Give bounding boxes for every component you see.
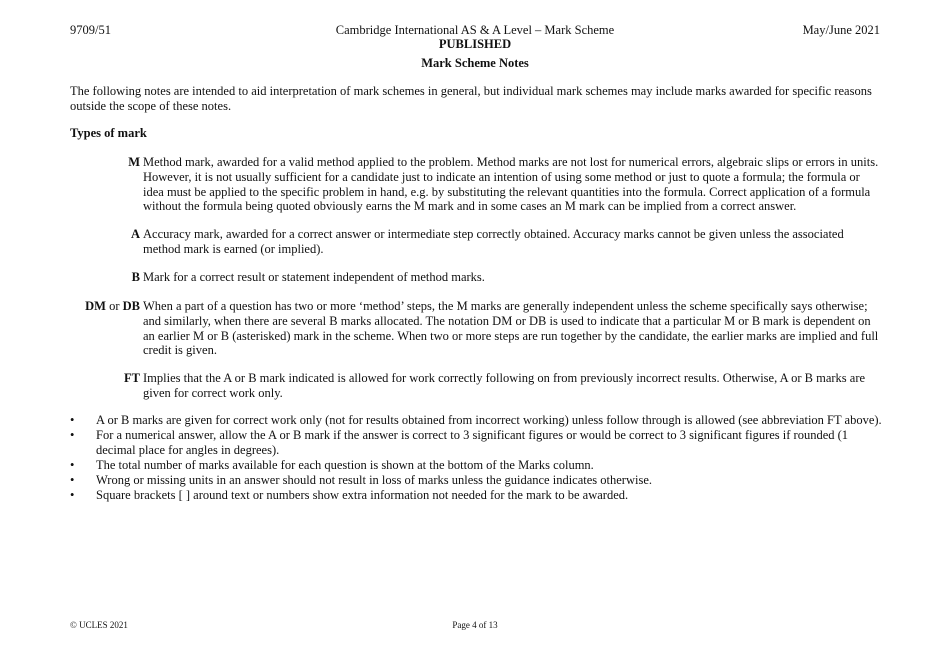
mark-description: Accuracy mark, awarded for a correct answer or intermediate step correctly obtained. Accuracy marks cannot be given unless the associated method mark is earned (or implied). xyxy=(143,227,844,256)
copyright-notice: © UCLES 2021 xyxy=(70,620,128,630)
mark-description: Method mark, awarded for a valid method applied to the problem. Method marks are not lost for numerical errors, algebraic slips or errors in units. However, it is not usually sufficient for a candidate just to indicate an intention of using some method or just to quote a formula; the formula or idea must be applied to the specific problem in hand, e.g. by substituting the relevant quantities into the formula. Correct application of a formula without the formula being quoted obviously earns the M mark and in some cases an M mark can be implied from a correct answer. xyxy=(143,155,879,214)
bullet-icon: • xyxy=(70,458,75,472)
list-item: • The total number of marks available for each question is shown at the bottom of the Marks column. xyxy=(70,458,594,472)
bullet-icon: • xyxy=(70,473,75,487)
mark-code-dm: DM xyxy=(85,299,106,313)
mark-code xyxy=(70,299,140,314)
mark-code: A xyxy=(130,227,140,241)
mark-description: Implies that the A or B mark indicated is allowed for work correctly following on from previously incorrect results. Otherwise, A or B marks are given for correct work only. xyxy=(143,371,866,400)
list-item: • Wrong or missing units in an answer should not result in loss of marks unless the guidance indicates otherwise. xyxy=(70,473,653,487)
list-item: • A or B marks are given for correct work only (not for results obtained from incorrect working) unless follow through is allowed (see abbreviation FT above). xyxy=(70,413,882,427)
bullet-icon: • xyxy=(70,413,75,427)
mark-code: FT xyxy=(124,371,140,385)
guidance-bullet-list xyxy=(70,413,882,503)
document-title: Cambridge International AS & A Level – Mark Scheme xyxy=(335,23,615,37)
exam-session: May/June 2021 xyxy=(802,23,880,37)
mark-code: M xyxy=(128,155,140,169)
bullet-icon: • xyxy=(70,428,75,442)
published-label: PUBLISHED xyxy=(438,37,512,51)
section-title: Mark Scheme Notes xyxy=(421,56,529,70)
page-number: Page 4 of 13 xyxy=(452,620,498,630)
mark-description: When a part of a question has two or more ‘method’ steps, the M marks are generally independent unless the scheme specifically says otherwise; and similarly, when there are several B marks allocated. The notation DM or DB is used to indicate that a particular M or B mark is dependent on an earlier M or B (asterisked) mark in the scheme. When two or more steps are run together by the candidate, the earlier marks are implied and full credit is given. xyxy=(143,299,879,358)
mark-code: B xyxy=(131,270,140,284)
mark-code-db: DB xyxy=(122,299,140,313)
mark-code-or: or xyxy=(109,299,120,313)
types-of-mark-heading: Types of mark xyxy=(70,126,147,140)
paper-code: 9709/51 xyxy=(70,23,111,37)
intro-paragraph: The following notes are intended to aid interpretation of mark schemes in general, but individual mark schemes may include marks awarded for specific reasons outside the scope of these notes. xyxy=(70,84,872,113)
list-item: • For a numerical answer, allow the A or B mark if the answer is correct to 3 significant figures or would be correct to 3 significant figures if rounded (1 decimal place for angles in degrees). xyxy=(70,428,849,457)
bullet-icon: • xyxy=(70,488,75,502)
mark-description: Mark for a correct result or statement independent of method marks. xyxy=(143,270,485,284)
list-item: • Square brackets [ ] around text or numbers show extra information not needed for the mark to be awarded. xyxy=(70,488,629,502)
